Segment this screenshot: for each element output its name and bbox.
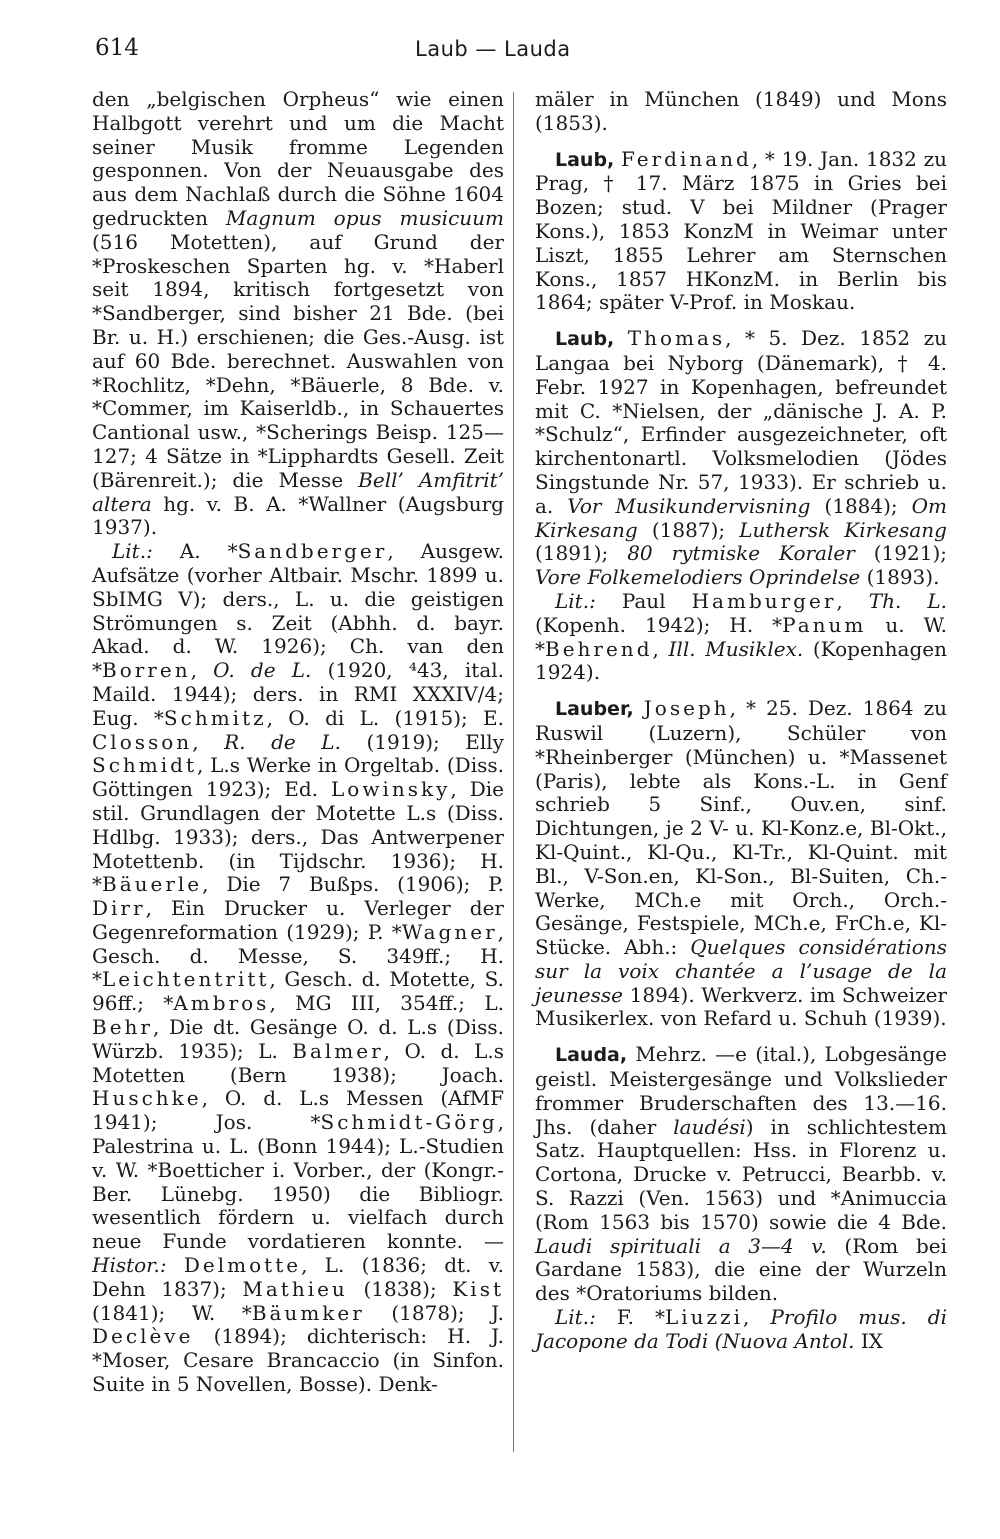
lasso-literature-paragraph: Lit.: A. *Sandberger, Ausgew. Aufsätze (vorher Altbair. Mschr. 1899 u. SbIMG V); ders., L. u. die geistigen Strömungen s. Zeit (Abhh. d. bayr. Akad. d. W. 1926); Ch. van den *Borren, O. de L. (1920, ⁴43, ital. Maild. 1944); ders. in RMI XXXIV/4; Eug. *Schmitz, O. di L. (1915); E. Closson, R. de L. (1919); Elly Schmidt, L.s Werke in Orgeltab. (Diss. Göttingen 1923); Ed. Lowinsky, Die stil. Grundlagen der Motette L.s (Diss. Hdlbg. 1933); ders., Das Antwerpener Motettenb. (in Tijdschr. 1936); H. *Bäuerle, Die 7 Bußps. (1906); P. Dirr, Ein Drucker u. Verleger der Gegenreformation (1929); P. *Wagner, Gesch. d. Messe, S. 349ff.; H. *Leichtentritt, Gesch. d. Motette, S. 96ff.; *Ambros, MG III, 354ff.; L. Behr, Die dt. Gesänge O. d. L.s (Diss. Würzb. 1935); L. Balmer, O. d. L.s Motetten (Bern 1938); Joach. Huschke, O. d. L.s Messen (AfMF 1941); Jos. *Schmidt-Görg, Palestrina u. L. (Bonn 1944); L.-Studien v. W. *Boetticher i. Vorber., der (Kongr.-Ber. Lünebg. 1950) die Bibliogr. wesentlich fördern u. vielfach durch neue Funde vordatieren konnte. — Histor.: Delmotte, L. (1836; dt. v. Dehn 1837); Mathieu (1838); Kist (1841); W. *Bäumker (1878); J. Declève (1894); dichterisch: H. J. *Moser, Cesare Brancaccio (in Sinfon. Suite in 5 Novellen, Bosse). Denk- [92,539,505,1397]
entry-laub-ferdinand: Laub, Ferdinand, * 19. Jan. 1832 zu Prag, † 17. März 1875 in Gries bei Bozen; stud. V bei Mildner (Prager Kons.), 1853 KonzM in Weimar unter Liszt, 1855 Lehrer am Sternschen Kons., 1857 HKonzM. in Berlin bis 1864; später V-Prof. in Moskau. [535,146,947,315]
lauda-literature: Lit.: F. *Liuzzi, Profilo mus. di Jacopone da Todi (Nuova Antol. IX [535,1305,947,1353]
right-column [535,88,947,1354]
headword-lauda: Lauda, [555,1044,628,1067]
column-divider [513,92,514,1452]
entry-lauda: Lauda, Mehrz. —e (ital.), Lobgesänge geistl. Meistergesänge und Volkslieder frommer Bruderschaften des 13.—16. Jhs. (daher laudési) in schlichtestem Satz. Hauptquellen: Hss. in Florenz u. Cortona, Drucke v. Petrucci, Bearbb. v. S. Razzi (Ven. 1563) und *Animuccia (Rom 1563 bis 1570) sowie die 4 Bde. Laudi spirituali a 3—4 v. (Rom bei Gardane 1583), die eine der Wurzeln des *Oratoriums bilden. [535,1042,947,1306]
laub-thomas-literature: Lit.: Paul Hamburger, Th. L. (Kopenh. 1942); H. *Panum u. W. *Behrend, Ill. Musiklex. (Kopenhagen 1924). [535,588,948,685]
running-head [95,35,955,75]
running-title: Laub — Lauda [415,37,571,61]
left-column [92,88,504,1397]
lasso-continuation-end: mäler in München (1849) und Mons (1853). [535,87,947,135]
page-number: 614 [95,35,139,61]
entry-lauber-joseph: Lauber, Joseph, * 25. Dez. 1864 zu Ruswil (Luzern), Schüler von *Rheinberger (München) u. *Massenet (Paris), lebte als Kons.-L. in Genf schrieb 5 Sinf., Ouv.en, sinf. Dichtungen, je 2 V- u. Kl-Konz.e, Bl-Okt., Kl-Quint., Kl-Qu., Kl-Tr., Kl-Quint. mit Bl., V-Son.en, Kl-Son., Bl-Suiten, Ch.-Werke, MCh.e mit Orch., Orch.-Gesänge, Festspiele, MCh.e, FrCh.e, Kl-Stücke. Abh.: Quelques considérations sur la voix chantée a l’usage de la jeunesse 1894). Werkverz. im Schweizer Musikerlex. von Refard u. Schuh (1939). [535,696,947,1031]
entry-laub-thomas: Laub, Thomas, * 5. Dez. 1852 zu Langaa bei Nyborg (Dänemark), † 4. Febr. 1927 in Kopenhagen, befreundet mit C. *Nielsen, der „dänische J. A. P. *Schulz“, Erfinder ausgezeichneter, oft kirchentonartl. Volksmelodien (Jödes Singstunde Nr. 57, 1933). Er schrieb u. a. Vor Musikundervisning (1884); Om Kirkesang (1887); Luthersk Kirkesang (1891); 80 rytmiske Koraler (1921); Vore Folkemelodiers Oprindelse (1893). [535,326,948,590]
headword-lauber: Lauber, [555,698,634,721]
headword-laub: Laub, [555,328,615,351]
lasso-continuation-paragraph: den „belgischen Orpheus“ wie einen Halbgott verehrt und um die Macht seiner Musik fromme Legenden gesponnen. Von der Neuausgabe des aus dem Nachlaß durch die Söhne 1604 gedruckten Magnum opus musicuum (516 Motetten), auf Grund der *Proskeschen Sparten hg. v. *Haberl seit 1894, kritisch fortgesetzt von *Sandberger, sind bisher 21 Bde. (bei Br. u. H.) erschienen; die Ges.-Ausg. ist auf 60 Bde. berechnet. Auswahlen von *Rochlitz, *Dehn, *Bäuerle, 8 Bde. v. *Commer, im Kaiserldb., in Schauertes Cantional usw., *Scherings Beisp. 125—127; 4 Sätze in *Lipphardts Gesell. Zeit (Bärenreit.); die Messe Bell’ Amfitrit’ altera hg. v. B. A. *Wallner (Augsburg 1937). [92,87,504,540]
headword-laub: Laub, [555,148,615,171]
